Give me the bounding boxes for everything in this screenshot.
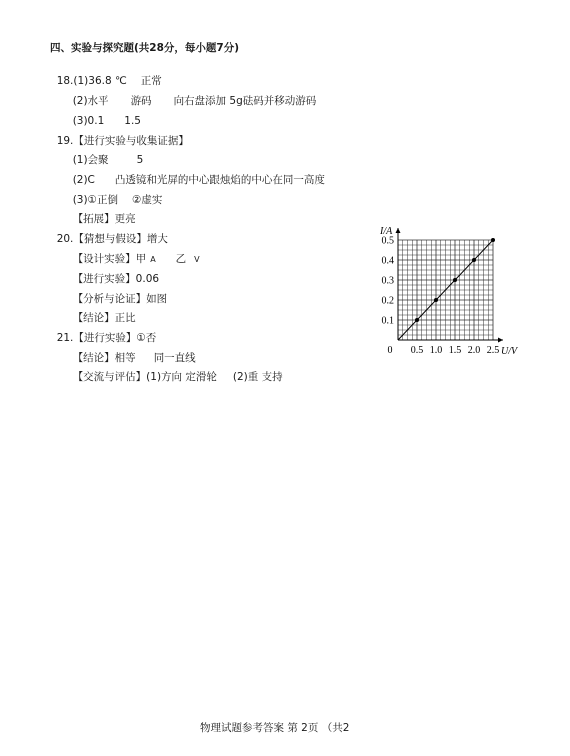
x-axis-arrow xyxy=(498,338,503,343)
section-title: 四、实验与探究题(共28分，每小题7分) xyxy=(50,42,240,54)
q18-value-a: (3)0.1 xyxy=(72,115,105,127)
q19-number: 19. xyxy=(56,135,74,147)
q20-meter-v: V xyxy=(194,255,200,264)
page-footer: 物理试题参考答案 第 2页 （共2 xyxy=(200,722,350,734)
q21-line: 同一直线 xyxy=(153,352,196,364)
q20-analysis: 【分析与论证】如图 xyxy=(72,293,168,305)
data-point xyxy=(434,298,438,302)
y-tick-label: 0.4 xyxy=(381,255,394,267)
y-tick-label: 0.5 xyxy=(381,235,394,247)
q19-center-note: 凸透镜和光屏的中心跟烛焰的中心在同一高度 xyxy=(114,174,325,186)
x-tick-label: 0 xyxy=(387,345,393,356)
y-tick-label: 0.2 xyxy=(381,295,394,307)
q20-hypothesis: 【猜想与假设】增大 xyxy=(73,233,168,245)
q20-number: 20. xyxy=(56,233,74,245)
x-tick-label: 1.5 xyxy=(448,345,462,356)
q21-evaluation: 【交流与评估】(1)方向 定滑轮 xyxy=(72,371,217,383)
iu-graph xyxy=(368,218,528,360)
q21-line3 xyxy=(66,356,283,384)
data-point xyxy=(491,238,495,242)
q18-value-b: 1.5 xyxy=(124,115,141,127)
q18-rider: 游码 xyxy=(130,95,152,107)
y-tick-label: 0.1 xyxy=(381,315,394,327)
y-axis-arrow xyxy=(396,228,401,233)
q19-focal: 5 xyxy=(136,154,144,166)
data-point xyxy=(472,258,476,262)
q19-heading: 【进行实验与收集证据】 xyxy=(73,135,189,147)
data-point xyxy=(415,318,419,322)
q18-temperature: (1)36.8 ℃ xyxy=(73,75,127,87)
q19-converge: (1)会聚 xyxy=(72,154,109,166)
q21-experiment: 【进行实验】①否 xyxy=(73,332,157,344)
graph-marks xyxy=(398,238,495,340)
x-tick-label: 2.0 xyxy=(467,345,481,356)
q21-equal: 【结论】相等 xyxy=(72,352,136,364)
x-tick-label: 1.0 xyxy=(429,345,443,356)
x-tick-label: 2.5 xyxy=(486,345,500,356)
q19-upright: (3)①正倒 xyxy=(72,194,118,206)
q21-gravity: (2)重 支持 xyxy=(232,371,283,383)
q20-design: 【设计实验】甲 xyxy=(72,253,147,265)
q19-extension: 【拓展】更亮 xyxy=(72,213,136,225)
q21-number: 21. xyxy=(56,332,74,344)
q18-number: 18. xyxy=(56,75,74,87)
q18-normal: 正常 xyxy=(140,75,162,87)
q20-meter-a: A xyxy=(150,255,156,264)
q20-conclusion: 【结论】正比 xyxy=(72,312,136,324)
q18-add-weight: 向右盘添加 5g砝码并移动游码 xyxy=(173,95,317,107)
x-tick-label: 0.5 xyxy=(410,345,424,356)
q19-choice: (2)C xyxy=(72,174,95,186)
x-axis-label: U/V xyxy=(501,346,518,357)
data-point xyxy=(453,278,457,282)
y-tick-label: 0.3 xyxy=(381,275,394,287)
q18-level: (2)水平 xyxy=(72,95,109,107)
y-axis-label: I/A xyxy=(380,226,393,237)
q20-yi: 乙 xyxy=(175,253,187,265)
q20-experiment: 【进行实验】0.06 xyxy=(72,273,160,285)
q19-virtual: ②虚实 xyxy=(131,194,163,206)
